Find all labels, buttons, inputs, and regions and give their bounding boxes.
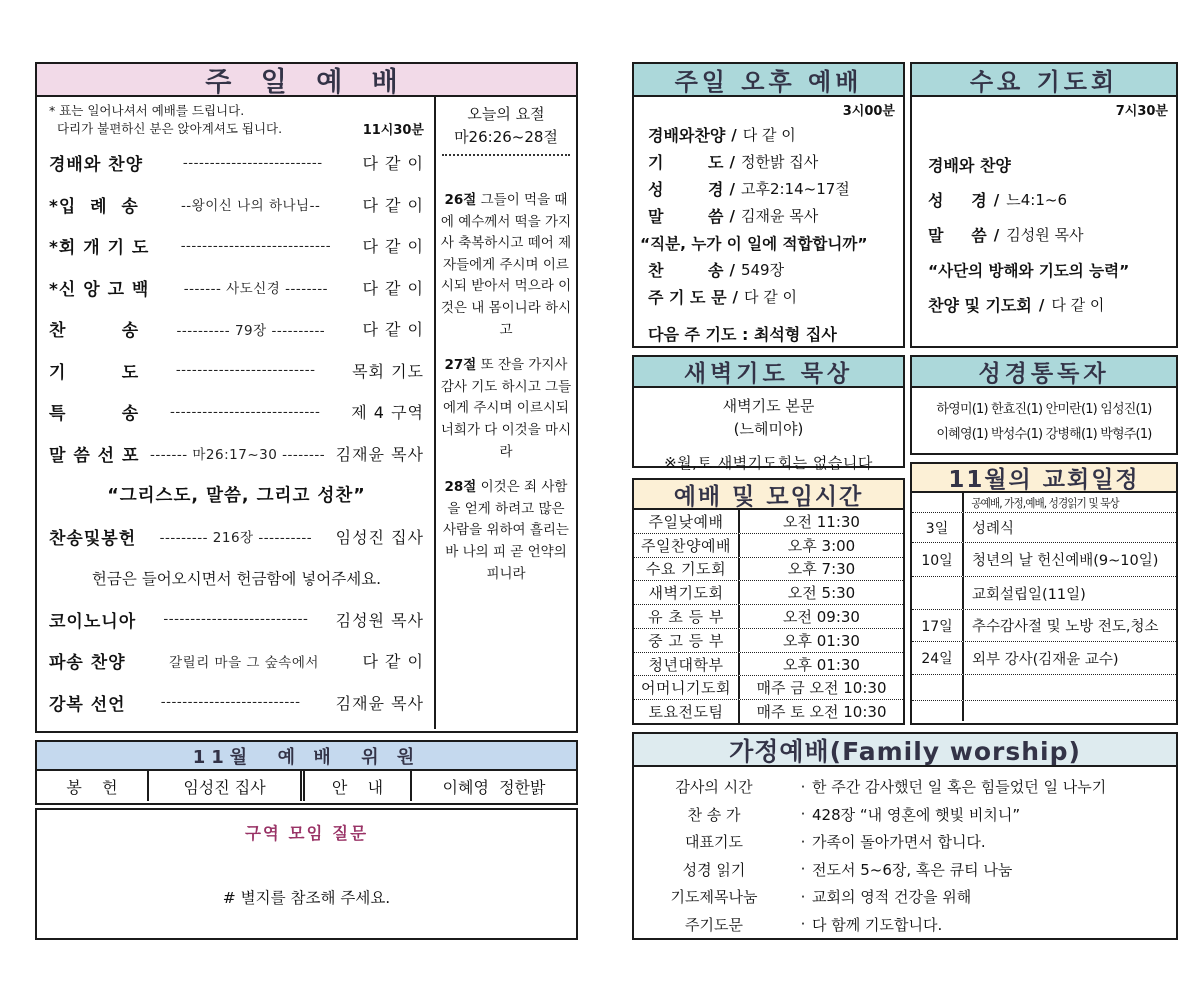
family-item-text: 한 주간 감사했던 일 혹은 힘들었던 일 나누기	[812, 778, 1107, 797]
worship-item-mid: ------- 마26:17~30 --------	[149, 447, 326, 464]
worship-item-mid: ----------------------------	[180, 237, 332, 254]
service-value: 김재윤 목사	[740, 207, 819, 225]
bullet-separator: ·	[800, 805, 806, 824]
committee-role: 안 내	[300, 771, 410, 801]
meeting-name: 주일찬양예배	[634, 534, 740, 557]
worship-order-row	[49, 391, 424, 432]
group-meeting-title: 구역 모임 질문	[244, 824, 369, 843]
service-row	[928, 147, 1166, 182]
wednesday-sermon-title	[928, 252, 1166, 287]
worship-order-pane	[37, 97, 434, 729]
service-row	[648, 256, 893, 283]
family-worship-box	[632, 732, 1178, 940]
bullet-separator: ·	[800, 860, 806, 879]
sermon-quote-text: “사단의 방해와 기도의 능력”	[928, 261, 1130, 280]
verse-title-line1: 오늘의 요절	[467, 105, 545, 123]
table-row	[912, 610, 1176, 642]
meeting-time: 오후 01:30	[783, 631, 860, 650]
table-row	[912, 543, 1176, 577]
schedule-day	[912, 577, 964, 609]
schedule-day: 10일	[912, 543, 964, 576]
readers-line2: 이혜영(1) 박성수(1) 강병해(1) 박형주(1)	[936, 426, 1152, 442]
service-row	[928, 182, 1166, 217]
table-row	[912, 577, 1176, 610]
table-row	[634, 628, 903, 652]
service-value: 다 같 이	[744, 288, 798, 306]
meeting-name: 새벽기도회	[634, 581, 740, 604]
slash-separator: /	[729, 179, 735, 198]
sunday-worship-title: 주 일 예 배	[37, 64, 576, 97]
verse-paragraph	[440, 190, 572, 341]
committee-role: 봉 헌	[66, 777, 118, 797]
schedule-day: 24일	[912, 642, 964, 674]
family-item-text: 가족이 돌아가면서 합니다.	[812, 833, 986, 852]
service-row	[648, 175, 893, 202]
afternoon-worship-body	[634, 119, 903, 345]
service-value: 정한밝 집사	[740, 153, 819, 171]
worship-item-label: *입 례 송	[49, 196, 139, 217]
worship-item-label: 찬 송	[49, 321, 140, 342]
meeting-time: 매주 금 오전 10:30	[756, 679, 887, 698]
committee-person: 임성진 집사	[147, 771, 300, 801]
schedule-event: 공예배, 가정,예배, 성경읽기 및 묵상	[971, 495, 1119, 510]
meeting-time: 오후 01:30	[783, 655, 860, 674]
family-item-text: 428장 “내 영혼에 햇빛 비치니”	[812, 805, 1021, 824]
worship-item-mid: --왕이신 나의 하나님--	[180, 198, 321, 215]
afternoon-worship-time: 3시00분	[842, 104, 895, 119]
worship-item-label: 경배와 찬양	[49, 155, 144, 176]
family-item-text: 다 함께 기도합니다.	[812, 915, 943, 934]
worship-order-row	[49, 516, 424, 557]
bullet-separator: ·	[800, 887, 806, 906]
worship-order-row	[49, 599, 424, 640]
family-item-label: 주기도문	[685, 915, 743, 934]
next-week-prayer: 다음 주 기도 : 최석형 집사	[648, 325, 837, 344]
meeting-name: 주일낮예배	[634, 510, 740, 533]
meeting-time: 오전 09:30	[783, 608, 860, 627]
schedule-day	[912, 701, 964, 721]
dawn-prayer-body	[634, 388, 903, 475]
schedule-day: 3일	[912, 513, 964, 542]
worship-item-label: 강복 선언	[49, 694, 126, 715]
dawn-prayer-box	[632, 355, 905, 472]
meeting-time: 매주 토 오전 10:30	[756, 703, 887, 722]
slash-separator: /	[732, 287, 739, 306]
november-schedule-table	[912, 493, 1176, 721]
meeting-time: 오후 7:30	[787, 560, 856, 579]
meeting-name: 수요 기도회	[634, 558, 740, 581]
schedule-event: 외부 강사(김재윤 교수)	[972, 651, 1119, 668]
slash-separator: /	[729, 152, 735, 171]
table-row	[912, 675, 1176, 701]
family-worship-row	[634, 801, 1176, 829]
offering-note-row	[49, 557, 424, 598]
service-label: 성 경	[648, 180, 724, 199]
table-row	[634, 510, 903, 533]
sermon-title: “그리스도, 말씀, 그리고 성찬”	[107, 486, 366, 507]
meeting-name: 유 초 등 부	[634, 605, 740, 628]
service-value: 고후2:14~17절	[740, 180, 850, 198]
worship-order-row	[49, 682, 424, 723]
wednesday-prayer-box	[910, 62, 1178, 348]
schedule-event	[964, 675, 1176, 700]
schedule-event: 성례식	[972, 521, 1015, 537]
worship-item-value: 김성원 목사	[335, 610, 424, 630]
sunday-worship-box	[35, 62, 578, 733]
service-value: 다 같 이	[742, 126, 796, 144]
committee-person: 이혜영 정한밝	[410, 771, 576, 801]
service-row	[648, 283, 893, 310]
service-row	[648, 202, 893, 229]
table-row	[634, 699, 903, 723]
service-label: 경배와찬양	[648, 126, 726, 145]
todays-verse-pane	[434, 97, 576, 729]
service-value: 549장	[740, 261, 785, 279]
table-row	[634, 604, 903, 628]
table-row	[634, 652, 903, 676]
table-row	[912, 701, 1176, 721]
worship-order-row	[49, 142, 424, 183]
worship-note-row	[49, 102, 424, 138]
verse-text: 이것은 죄 사함을 얻게 하려고 많은 사람을 위하여 흘리는 바 나의 피 곧 언약의 피니라	[443, 479, 569, 582]
service-label: 말 씀	[928, 226, 987, 245]
meeting-time: 오전 11:30	[783, 512, 860, 531]
family-worship-body	[634, 767, 1176, 938]
worship-order-row	[49, 640, 424, 681]
afternoon-sermon-title: “직분, 누가 이 일에 적합합니까”	[640, 234, 868, 253]
worship-item-value: 제 4 구역	[351, 403, 424, 423]
verse-text: 그들이 먹을 때에 예수께서 떡을 가지사 축복하시고 떼어 제자들에게 주시며 이르시되 받아서 먹으라 이것은 내 몸이니라 하시고	[440, 192, 572, 338]
worship-order-row	[49, 433, 424, 474]
worship-order-row	[49, 267, 424, 308]
family-worship-title: 가정예배(Family worship)	[634, 734, 1176, 767]
verse-title-line2: 마26:26~28절	[454, 127, 558, 146]
worship-item-value: 다 같 이	[362, 278, 424, 298]
family-item-label: 감사의 시간	[675, 778, 753, 797]
meeting-times-box	[632, 478, 905, 725]
bible-readers-title: 성경통독자	[912, 357, 1176, 388]
worship-order-row	[49, 308, 424, 349]
worship-item-label: 파송 찬양	[49, 653, 126, 674]
service-label: 경배와 찬양	[928, 156, 1011, 175]
service-label: 찬 송	[648, 261, 724, 280]
meeting-name: 청년대학부	[634, 653, 740, 676]
worship-item-mid: --------------------------	[160, 694, 301, 711]
worship-item-mid: 갈릴리 마을 그 숲속에서	[169, 654, 319, 671]
table-row	[912, 513, 1176, 543]
table-row	[912, 642, 1176, 675]
worship-item-mid: ---------------------------	[163, 611, 309, 628]
schedule-day	[912, 493, 964, 512]
worship-item-value: 임성진 집사	[335, 527, 424, 547]
worship-item-mid: --------------------------	[182, 154, 323, 171]
verse-paragraph	[440, 355, 572, 463]
service-row	[928, 217, 1166, 252]
service-value: 다 같 이	[1051, 296, 1105, 314]
verse-number: 28절	[444, 479, 477, 496]
worship-item-label: 찬송및봉헌	[49, 528, 137, 549]
worship-item-mid: --------- 216장 ----------	[159, 530, 313, 547]
worship-item-label: 특 송	[49, 404, 140, 425]
service-label: 말 씀	[648, 207, 724, 226]
wednesday-prayer-title: 수요 기도회	[912, 64, 1176, 97]
wednesday-prayer-time: 7시30분	[1115, 104, 1168, 119]
november-schedule-box	[910, 462, 1178, 725]
family-worship-row	[634, 773, 1176, 801]
worship-order-row	[49, 350, 424, 391]
readers-line1: 하영미(1) 한효진(1) 안미란(1) 임성진(1)	[936, 402, 1152, 417]
worship-item-label: 말 씀 선 포	[49, 445, 140, 466]
family-worship-row	[634, 828, 1176, 856]
family-item-label: 성경 읽기	[682, 860, 746, 879]
meeting-name: 어머니기도회	[634, 676, 740, 699]
note-line2: 다리가 불편하신 분은 앉아계셔도 됩니다.	[49, 121, 283, 137]
service-row	[648, 148, 893, 175]
meeting-time: 오후 3:00	[787, 536, 856, 555]
family-item-label: 대표기도	[685, 833, 743, 852]
worship-item-label: 코이노니아	[49, 611, 137, 632]
slash-separator: /	[993, 190, 1000, 209]
table-row	[634, 557, 903, 581]
committee-row	[37, 771, 576, 801]
november-schedule-title: 11월의 교회일정	[912, 464, 1176, 493]
worship-item-value: 다 같 이	[362, 195, 424, 215]
table-row	[912, 493, 1176, 513]
note-line1: * 표는 일어나셔서 예배를 드립니다.	[49, 103, 245, 118]
wednesday-prayer-body	[912, 119, 1176, 322]
meeting-times-table	[634, 510, 903, 723]
family-item-label: 찬 송 가	[687, 805, 741, 824]
bible-readers-box	[910, 355, 1178, 455]
meeting-name: 중 고 등 부	[634, 629, 740, 652]
meeting-name: 토요전도팀	[634, 700, 740, 723]
family-item-label: 기도제목나눔	[670, 888, 758, 907]
table-row	[634, 580, 903, 604]
sermon-title-row	[49, 474, 424, 515]
schedule-event: 추수감사절 및 노방 전도,청소	[972, 619, 1159, 635]
slash-separator: /	[731, 125, 737, 144]
schedule-day	[912, 675, 964, 700]
bullet-separator: ·	[800, 777, 806, 796]
november-committee-title: 11월 예 배 위 원	[37, 742, 576, 771]
group-meeting-box	[35, 808, 578, 940]
family-item-text: 전도서 5~6장, 혹은 큐티 나눔	[812, 860, 1013, 879]
meeting-time: 오전 5:30	[787, 584, 856, 603]
verse-paragraph	[440, 477, 572, 585]
schedule-day: 17일	[912, 610, 964, 641]
worship-note	[49, 102, 282, 138]
group-meeting-note: # 별지를 참조해 주세요.	[222, 889, 391, 907]
worship-order-row	[49, 225, 424, 266]
service-row	[928, 287, 1166, 322]
afternoon-worship-box	[632, 62, 905, 348]
worship-time: 11시30분	[362, 123, 424, 139]
verse-number: 27절	[444, 357, 477, 374]
bible-readers-body	[912, 388, 1176, 447]
slash-separator: /	[993, 225, 1000, 244]
bullet-separator: ·	[800, 832, 806, 851]
family-worship-row	[634, 856, 1176, 884]
worship-item-mid: ------- 사도신경 --------	[183, 281, 329, 298]
verse-number: 26절	[444, 192, 477, 208]
worship-item-label: *회 개 기 도	[49, 238, 150, 259]
verse-divider	[442, 154, 570, 156]
bullet-separator: ·	[800, 915, 806, 934]
worship-item-mid: --------------------------	[175, 362, 316, 379]
worship-item-value: 김재윤 목사	[335, 693, 424, 713]
sunday-worship-body	[37, 97, 576, 729]
slash-separator: /	[729, 206, 735, 225]
verse-text: 또 잔을 가지사 감사 기도 하시고 그들에게 주시며 이르시되 너희가 다 이것을 마시라	[440, 357, 572, 460]
slash-separator: /	[729, 260, 735, 279]
dawn-prayer-note: ※월,토 새벽기도회는 없습니다	[664, 454, 873, 472]
service-value: 김성원 목사	[1006, 226, 1084, 244]
worship-item-mid: ---------- 79장 ----------	[176, 322, 326, 339]
todays-verse-title	[440, 103, 572, 148]
table-row	[634, 675, 903, 699]
worship-item-label: 기 도	[49, 362, 140, 383]
service-label: 찬양 및 기도회	[928, 296, 1032, 315]
service-label: 기 도	[648, 153, 724, 172]
service-value: 느4:1~6	[1006, 191, 1067, 209]
november-committee-box	[35, 740, 578, 805]
worship-item-mid: ----------------------------	[170, 403, 321, 420]
service-label: 주 기 도 문	[648, 288, 727, 307]
family-item-text: 교회의 영적 건강을 위해	[812, 888, 972, 907]
afternoon-worship-title: 주일 오후 예배	[634, 64, 903, 97]
table-row	[634, 533, 903, 557]
family-worship-row	[634, 883, 1176, 911]
service-label: 성 경	[928, 191, 987, 210]
family-worship-row	[634, 911, 1176, 939]
schedule-event: 교회설립일(11일)	[972, 586, 1086, 603]
worship-item-value: 다 같 이	[362, 652, 424, 672]
dawn-prayer-line1: 새벽기도 본문	[722, 397, 815, 415]
worship-item-value: 김재윤 목사	[335, 444, 424, 464]
slash-separator: /	[1038, 295, 1045, 314]
worship-order-row	[49, 184, 424, 225]
worship-item-value: 다 같 이	[362, 154, 424, 174]
worship-item-value: 다 같 이	[362, 320, 424, 340]
schedule-event	[964, 701, 1176, 721]
meeting-times-title: 예배 및 모임시간	[634, 480, 903, 510]
worship-item-value: 다 같 이	[362, 237, 424, 257]
worship-item-label: *신 앙 고 백	[49, 279, 150, 300]
offering-note: 헌금은 들어오시면서 헌금함에 넣어주세요.	[91, 569, 382, 588]
worship-item-value: 목회 기도	[352, 361, 424, 381]
schedule-event: 청년의 날 헌신예배(9~10일)	[972, 553, 1159, 569]
service-row	[648, 121, 893, 148]
dawn-prayer-title: 새벽기도 묵상	[634, 357, 903, 388]
dawn-prayer-line2: (느헤미야)	[733, 419, 804, 438]
